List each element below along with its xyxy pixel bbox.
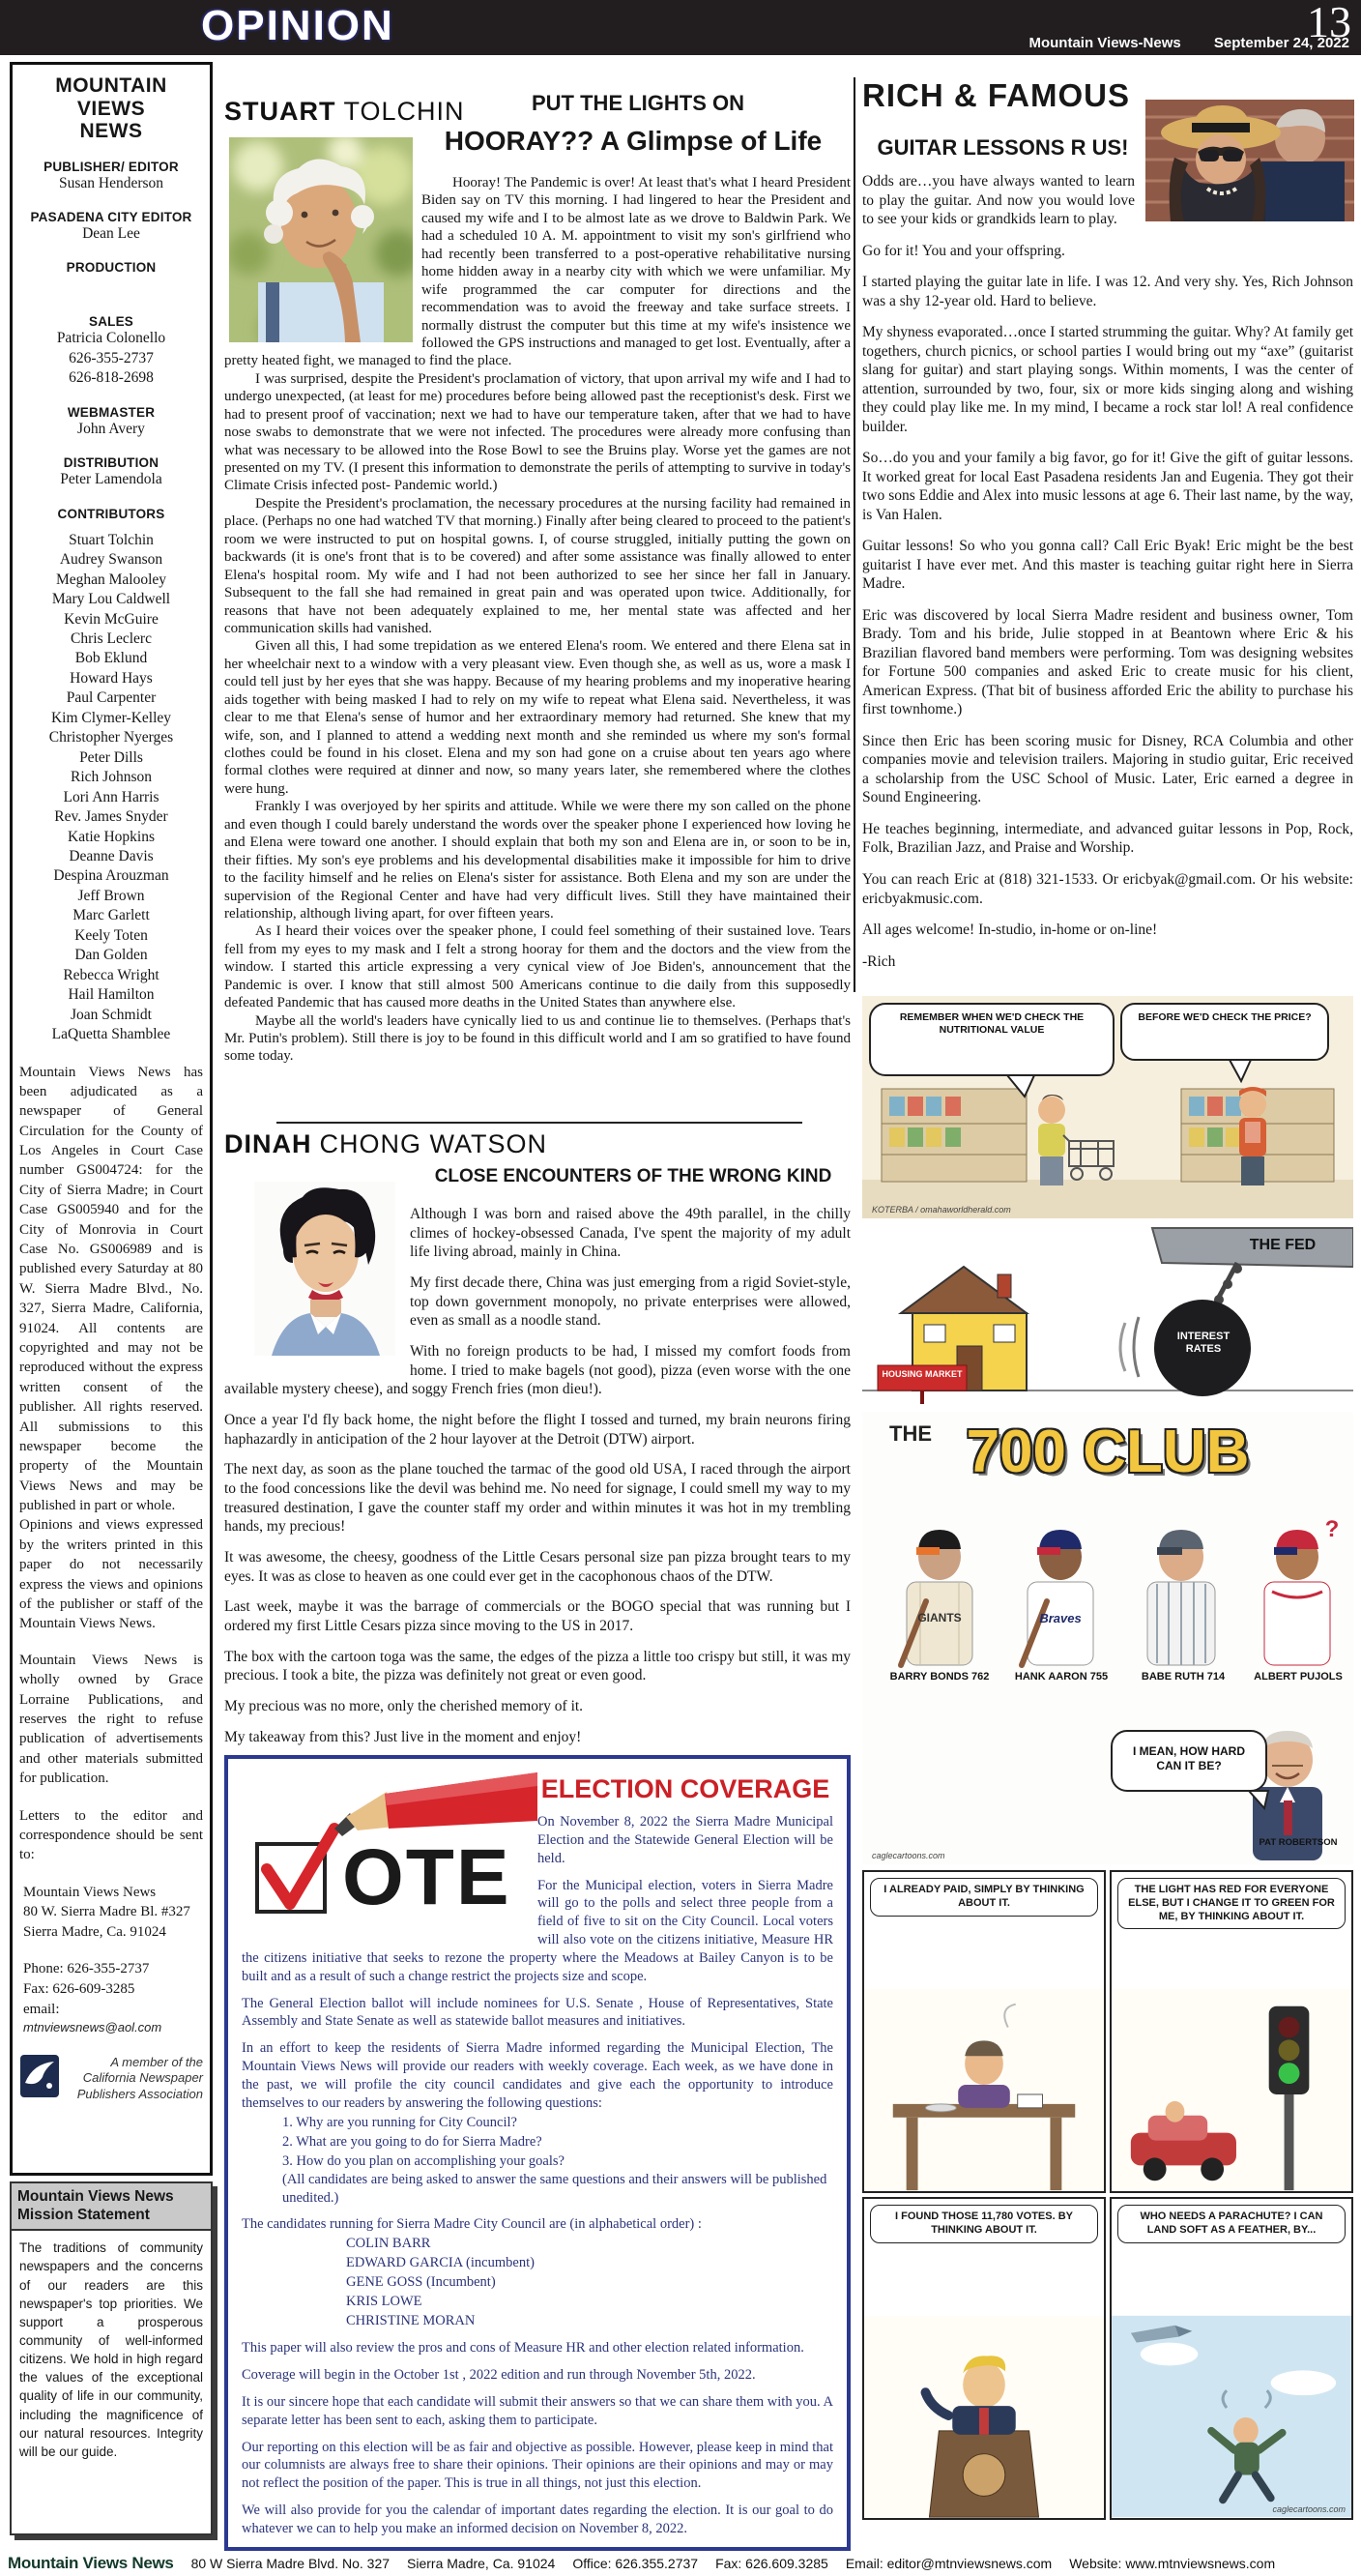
staff-name: Peter Lamendola <box>60 471 162 488</box>
housing-market-label: HOUSING MARKET <box>882 1369 963 1379</box>
player-label-aaron: HANK AARON 755 <box>1014 1671 1109 1683</box>
rich-famous-title: RICH & FAMOUS <box>862 77 1130 113</box>
photo-text-wrap-spacer <box>1135 172 1353 226</box>
address-line: Sierra Madre, Ca. 91024 <box>23 1923 166 1940</box>
club-credit: caglecartoons.com <box>872 1851 945 1860</box>
role-label: WEBMASTER <box>67 404 156 420</box>
email-address: mtnviewsnews@aol.com <box>23 2019 162 2034</box>
the-fed-label: THE FED <box>1249 1237 1317 1253</box>
contributor-name: Rev. James Snyder <box>54 808 168 826</box>
sidebar-section-city-editor <box>19 210 203 244</box>
election-title: ELECTION COVERAGE <box>540 1774 830 1803</box>
mission-statement-header <box>12 2183 211 2231</box>
role-label: CONTRIBUTORS <box>57 506 165 521</box>
article-paragraph: My precious was no more, only the cherished memory of it. <box>224 1698 584 1715</box>
candidate-name: EDWARD GARCIA (incumbent) <box>346 2255 535 2271</box>
panel-already-paid <box>862 1870 1106 2193</box>
article-paragraph: -Rich <box>862 952 896 970</box>
contributor-name: Stuart Tolchin <box>69 531 154 548</box>
panel-caption: THE LIGHT HAS RED FOR EVERYONE ELSE, BUT I CHANGE IT TO GREEN FOR ME, BY THINKING ABOUT IT. <box>1117 1878 1346 1929</box>
election-paragraph: In an effort to keep the residents of Sierra Madre informed regarding the Municipal Election, The Mountain Views News will provide our readers with weekly coverage. Each week, as we have done in the past, we will profile the city council candidates and give each the opportunity to introduce themselves to our readers by answering the following questions: <box>242 2040 833 2111</box>
cnpa-membership-text: A member of the California Newspaper Publishers Association <box>76 2055 203 2101</box>
staff-name: John Avery <box>77 420 145 437</box>
contributor-name: Jeff Brown <box>77 887 145 904</box>
watson-headline: CLOSE ENCOUNTERS OF THE WRONG KIND <box>434 1166 832 1186</box>
candidate-name: COLIN BARR <box>346 2236 431 2252</box>
sidebar-section-webmaster <box>19 405 203 439</box>
election-paragraph: It is our sincere hope that each candidate will submit their answers so that we can share them with you. A separate letter has been sent to each, asking them to participate. <box>242 2393 833 2428</box>
tolchin-kicker: PUT THE LIGHTS ON <box>532 91 744 115</box>
contributor-name: Chris Leclerc <box>71 629 152 647</box>
panel-caption: WHO NEEDS A PARACHUTE? I CAN LAND SOFT AS A FEATHER, BY... <box>1117 2205 1346 2243</box>
election-coverage-box <box>224 1755 851 2551</box>
contributor-name: Audrey Swanson <box>59 551 163 569</box>
candidate-question: 2. What are you going to do for Sierra Madre? <box>282 2133 542 2150</box>
article-paragraph: So…do you and your family a big favor, go for it! Give the gift of guitar lessons. It worked great for local East Pasadena residents Jan and Eugenia. They got their two sons Eddie and Alex into music lessons at age 6. Their last name, by the way, is Van Halen. <box>862 450 1353 523</box>
article-paragraph: Given all this, I had some trepidation as we entered Elena's room. We entered and there Elena sat in her wheelchair next to a window with a very pleasant view. Even though she, as well as us, wore a mask I could tell just by her eyes that she was happy. Because of my hearing problems and my inoperative hearing aids together with being masked I had to rely on my wife to repeat what Elena said. Nevertheless, it was clear to me that Elena's sense of humor and her extraordinary memory had returned. She knew that my wife, son, and I planned to attend a wedding next month and she reminded us where my son's formal clothes could be found in his closet. Elena and my son had gone on a cruise about ten years ago where formal clothes were required at dinner and now, so many years later, she remembered where the clothes were hung. <box>224 638 851 797</box>
grocery-credit: KOTERBA / omahaworldherald.com <box>872 1205 1011 1215</box>
article-paragraph: Frankly I was overjoyed by her spirits and attitude. While we were there my son called on the phone and even though I could barely understand the words over the speaker phone I experienced how loving he and Elena were toward one another. I should explain that both my son and Elena are in, or soon to be in, their fifties. My son's eye problems and his developmental disabilities make it impossible for him to drive to the facility himself and he relies on Elena's sister for assistance. Both Elena and my son are under the supervision of the Regional Center and have had very difficult lives. Still they have maintained their relationship, although living apart, for over fifteen years. <box>224 799 851 922</box>
contributor-name: Mary Lou Caldwell <box>51 591 171 608</box>
thinking-cartoon-panels <box>862 1870 1353 2520</box>
mission-title-line2: Mission Statement <box>17 2206 150 2223</box>
article-paragraph: Last week, maybe it was the barrage of commercials or the BOGO special that was running but I ordered my first Little Cesars pizza since moving to the US in 2017. <box>224 1598 851 1635</box>
staff-name: 626-355-2737 <box>69 349 154 366</box>
club-title: 700 CLUB <box>966 1419 1250 1485</box>
article-paragraph: Odds are…you have always wanted to learn to play the guitar. And now you would love to see your kids or grandkids learn to play. <box>862 173 1135 228</box>
section-title: OPINION <box>201 2 394 49</box>
contributor-name: Despina Arouzman <box>53 867 169 885</box>
page-number: 13 <box>1307 0 1351 46</box>
footer-items <box>191 2556 1276 2571</box>
article-paragraph: Hooray! The Pandemic is over! At least that's what I heard President Biden say on TV this morning. I had lingered to hear the President and caused my wife and I to be almost late as we drove to Baldwin Park. We had a scheduled 10 A. M. appointment to visit my son's girlfriend who had recently been transferred to a post-operative rehabilitative nursing home hidden away in a nearby city with which we were unfamiliar. My wife programmed the car computer for directions and the recommendation was to avoid the freeway and take surface streets. I normally distrust the computer but this time at my wife's insistence we followed the GPS instructions and managed to get lost. Eventually, after a pretty heated fight, we managed to find the place. <box>224 175 851 369</box>
address-line: 80 W. Sierra Madre Bl. #327 <box>23 1904 190 1920</box>
grocery-cartoon <box>862 996 1353 1218</box>
candidates-intro: The candidates running for Sierra Madre City Council are (in alphabetical order) : <box>242 2216 702 2233</box>
page-footer <box>0 2551 1361 2576</box>
player-label-pujols: ALBERT PUJOLS <box>1254 1671 1343 1683</box>
article-paragraph: With no foreign products to be had, I missed my comfort foods from home. I tried to make bagels (not good), pizza (even worse with the one available mystery cheese), and soggy French fries (mon dieu!). <box>224 1343 851 1398</box>
role-label: DISTRIBUTION <box>63 455 159 471</box>
contributor-name: Marc Garlett <box>72 907 150 924</box>
contributor-name: Howard Hays <box>70 669 153 687</box>
article-paragraph: My shyness evaporated…once I started strumming the guitar. Why? At family get togethers, church picnics, or school parties I would bring out my “axe” (guitarist slang for guitar) and start playing songs. Within moments, I was the center of attention, surrounded by two, four, six or more kids singing along and wishing they could play like me. In my mind, I became a rock star lol! A real confidence builder. <box>862 324 1353 435</box>
tolchin-headline: HOORAY?? A Glimpse of Life <box>444 126 823 156</box>
masthead-sidebar <box>10 62 213 2176</box>
candidate-questions <box>242 2113 833 2171</box>
contact-block <box>19 1959 203 2034</box>
article-paragraph: Eric was discovered by local Sierra Madre resident and business owner, Tom Brady. Tom and his bride, Julie stopped in at Beantown where Eric & his Brazilian flavored band members were performing. Tom was designing websites for Fortune 500 companies and asked Eric to create music for his client, American Express. (That bit of business afforded Eric the ability to purchase his first townhome.) <box>862 606 1353 718</box>
contributor-name: Paul Carpenter <box>66 689 157 707</box>
cnpa-membership <box>19 2054 203 2103</box>
legal-paragraph: Opinions and views expressed by the writers printed in this paper do not necessarily express the views and opinions of the publisher or staff of the Mountain Views News. <box>19 1517 203 1632</box>
contributor-name: Kevin McGuire <box>64 610 159 628</box>
column-rule <box>854 77 855 992</box>
paper-name: Mountain Views-News <box>1028 35 1181 51</box>
election-body <box>242 1995 833 2113</box>
contributor-name: Peter Dills <box>79 748 143 766</box>
sidebar-section-publisher <box>19 160 203 193</box>
candidate-name: CHRISTINE MORAN <box>346 2313 476 2329</box>
masthead-title <box>19 74 203 143</box>
role-label: SALES <box>88 314 133 330</box>
article-divider-rule <box>276 1122 802 1124</box>
article-paragraph: Once a year I'd fly back home, the night before the flight I tossed and turned, my brain neurons firing haphazardly in anticipation of the 2 hour layover at the Detroit (DTW) airport. <box>224 1412 851 1448</box>
byline-first-name: STUART <box>224 97 336 126</box>
contributor-name: LaQuetta Shamblee <box>51 1026 171 1043</box>
article-paragraph: I started playing the guitar late in life. I was 12. And very shy. Yes, Rich Johnson was a shy 12-year old. Hard to believe. <box>862 274 1353 309</box>
role-label: PRODUCTION <box>66 260 157 276</box>
header-bar <box>0 0 1361 55</box>
article-paragraph: I was surprised, despite the President's proclamation of victory, that upon arrival my wife and I had to undergo unexpected, (at least for me) procedures before being allowed past the receptionist's desk. First we had to present proof of vaccination; next we had to have our temperature taken, after that we had to have nose swabs to demonstrate that we were not infected. The procedures were already more confusing than what was necessary to be allowed into the Rose Bowl to see the Bruins play. Worse yet the games are not presented on my TV. (I present this information to demonstrate the perils of attempting to survive in today's Climate Crisis infected post- Pandemic world.) <box>224 370 851 494</box>
tolchin-article-body <box>224 174 851 1114</box>
cnpa-logo-icon <box>19 2054 60 2103</box>
pujols-question-mark: ? <box>1324 1516 1340 1542</box>
masthead-title-line: NEWS <box>79 120 143 143</box>
article-paragraph: Although I was born and raised above the 49th parallel, in the chilly climes of hockey-obsessed Canada, I've spent the majority of my adult life living abroad, mainly in China. <box>410 1206 851 1261</box>
issue-line <box>999 35 1349 51</box>
article-paragraph: Guitar lessons! So who you gonna call? Call Eric Byak! Eric might be the best guitarist I have ever met. And this master is teaching guitar right here in Sierra Madre. <box>862 538 1353 593</box>
masthead-title-line: MOUNTAIN <box>55 74 167 97</box>
letters-instructions: Letters to the editor and correspondence should be sent to: <box>19 1807 203 1863</box>
footer-item: Fax: 626.609.3285 <box>715 2556 828 2571</box>
contributor-name: Dan Golden <box>74 947 148 964</box>
election-paragraph: This paper will also review the pros and cons of Measure HR and other election related information. <box>242 2340 804 2356</box>
article-paragraph: The next day, as soon as the plane touched the tarmac of the good old USA, I raced through the airport to the food concessions like the devil was behind me. No need for signage, I could smell my way to my treasured destination, I gave the counter staff my order and within minutes it was hot in my trembling hands, my precious! <box>224 1461 851 1536</box>
club-title-the: THE <box>889 1421 932 1446</box>
staff-name: Dean Lee <box>82 225 140 242</box>
article-paragraph: He teaches beginning, intermediate, and advanced guitar lessons in Pop, Rock, Folk, Brazilian Jazz, and Praise and Worship. <box>862 820 1353 857</box>
candidates-list <box>242 2234 833 2330</box>
sidebar-section-sales <box>19 314 203 388</box>
article-paragraph: My takeaway from this? Just live in the moment and enjoy! <box>224 1728 582 1745</box>
election-note: (All candidates are being asked to answer the same questions and their answers will be published unedited.) <box>282 2171 827 2206</box>
panel-caption: I FOUND THOSE 11,780 VOTES. BY THINKING ABOUT IT. <box>870 2205 1098 2243</box>
legal-paragraph: Mountain Views News is wholly owned by Grace Lorraine Publications, and reserves the right to refuse publication of advertisements and other materials submitted for publication. <box>19 1652 203 1787</box>
article-paragraph: The box with the cartoon toga was the same, the edges of the pizza a little too crispy but still, it was my precious. I took a bite, the pizza was definitely not great or even good. <box>224 1648 851 1684</box>
footer-item: Email: editor@mtnviewsnews.com <box>845 2556 1053 2571</box>
election-paragraph: For the Municipal election, voters in Sierra Madre will go to the polls and select three people from a field of five to sit on the City Council. Local voters will also vote on the citizens initiative, Measure HR the citizens initiative that seeks to rezone the property where the Meadows at Bailey Canyon is to be built and as a result of such a change restrict the projects size and scope. <box>242 1877 833 1984</box>
rich-article-body <box>862 172 1353 992</box>
article-paragraph: Since then Eric has been scoring music for Disney, RCA Columbia and other companies movie and television trailers. Majoring in studio guitar, Eric received a scholarship from the USC School of Music. Later, Eric earned a degree in Sound Engineering. <box>862 732 1353 806</box>
panel-caption: I ALREADY PAID, SIMPLY BY THINKING ABOUT IT. <box>870 1878 1098 1917</box>
issue-date: September 24, 2022 <box>1213 35 1349 51</box>
election-paragraph: Coverage will begin in the October 1st , 2022 edition and run through November 5th, 2022. <box>242 2367 756 2384</box>
player-label-ruth: BABE RUTH 714 <box>1141 1671 1226 1683</box>
footer-item: 80 W Sierra Madre Blvd. No. 327 <box>190 2556 391 2571</box>
photo-text-wrap-spacer <box>224 174 421 344</box>
candidate-name: GENE GOSS (Incumbent) <box>346 2274 496 2291</box>
panels-credit: caglecartoons.com <box>1272 2504 1346 2514</box>
election-paragraph: The General Election ballot will include nominees for U.S. Senate , House of Representatives, State Assembly and State Senate as well as statewide ballot measures and initiatives. <box>242 1995 833 2030</box>
masthead-title-line: VIEWS <box>76 97 146 120</box>
article-paragraph: It was awesome, the cheesy, goodness of the Little Cesars personal size pan pizza brought tears to my eyes. It was as close to heaven as one could ever get in the cacophonous chaos of the DTW. <box>224 1549 851 1585</box>
panel-found-votes <box>862 2197 1106 2520</box>
contributor-name: Christopher Nyerges <box>48 729 174 746</box>
article-paragraph: Despite the President's proclamation, the necessary procedures at the nursing facility had remained in place. (Perhaps no one had watched TV that morning.) Finally after being cleared to proceed to the patient's room we were instructed to put on hospital gowns. I, of course struggled, initially putting the gown on backwards (it is one's front that is to be covered) and after some assistance was finally allowed to enter Elena's hospital room. My wife and I had not been authorized to see her since her fall in January. Subsequent to the fall she had remained in great pain and was operated upon twice. Additionally, for reasons that have not been adequately explained to me, her mental state was affected and her communication skills had vanished. <box>224 495 851 636</box>
byline-dinah-watson <box>224 1129 547 1159</box>
staff-name: 626-818-2698 <box>69 369 154 387</box>
club-speech: I MEAN, HOW HARD CAN IT BE? <box>1133 1744 1245 1772</box>
staff-name: Susan Henderson <box>58 174 164 191</box>
byline-last-name: CHONG WATSON <box>319 1129 547 1158</box>
election-paragraph: We will also provide for you the calendar of important dates regarding the election. It is our goal to do whatever we can to help you make an informed decision on November 8, 2022. <box>242 2503 833 2536</box>
contributor-name: Kim Clymer-Kelley <box>50 709 172 726</box>
contributor-name: Keely Toten <box>74 926 148 944</box>
mission-title-line1: Mountain Views News <box>17 2188 174 2205</box>
candidate-name: KRIS LOWE <box>346 2294 422 2310</box>
mailing-address <box>19 1883 203 1942</box>
election-paragraph: On November 8, 2022 the Sierra Madre Municipal Election and the Statewide General Election will be held. <box>537 1814 833 1866</box>
byline-first-name: DINAH <box>224 1129 312 1158</box>
grocery-caption-1: REMEMBER WHEN WE'D CHECK THE NUTRITIONAL VALUE <box>899 1011 1085 1037</box>
role-label: PASADENA CITY EDITOR <box>30 210 192 224</box>
article-paragraph: Maybe all the world's leaders have cynically lied to us and continue lie to themselves. (Perhaps that's Mr. Putin's problem). Still there is joy to be found in this difficult world and I am so gratified to have found some today. <box>224 1012 851 1065</box>
candidate-question: 3. How do you plan on accomplishing your goals? <box>282 2152 565 2169</box>
sidebar-section-production <box>19 260 203 298</box>
contributor-name: Bob Eklund <box>74 650 148 667</box>
grocery-caption-2: BEFORE WE'D CHECK THE PRICE? <box>1138 1011 1312 1023</box>
pat-robertson-label: PAT ROBERTSON <box>1259 1837 1338 1848</box>
legal-paragraph: Mountain Views News has been adjudicated as a newspaper of General Circulation for the County of Los Angeles in Court Case number GS004724: for the City of Sierra Madre; in Court Case GS005940 and for the City of Monrovia in Court Case No. GS006989 and is published every Saturday at 80 W. Sierra Madre Blvd., No. 327, Sierra Madre, California, 91024. All contents are copyrighted and may not be reproduced without the express written consent of the publisher. All rights reserved. All submissions to this newspaper become the property of the Mountain Views News and may be published in part or whole. <box>19 1064 203 1514</box>
footer-item: Sierra Madre, Ca. 91024 <box>407 2556 556 2571</box>
contact-line: Fax: 626-609-3285 <box>23 1980 135 1997</box>
photo-text-wrap-spacer <box>224 1205 410 1361</box>
address-line: Mountain Views News <box>23 1884 157 1900</box>
role-label: PUBLISHER/ EDITOR <box>43 159 179 174</box>
contributor-name: Lori Ann Harris <box>63 788 159 805</box>
article-paragraph: You can reach Eric at (818) 321-1533. Or ericbyak@gmail.com. Or his website: ericbyakmusic.com. <box>862 870 1353 907</box>
legal-notices <box>19 1063 203 1789</box>
contributor-name: Rebecca Wright <box>63 966 159 983</box>
vote-graphic <box>242 1769 537 1933</box>
contributor-name: Hail Hamilton <box>68 986 155 1004</box>
contributor-name: Deanne Davis <box>69 847 154 864</box>
mission-statement-box <box>10 2181 213 2535</box>
contact-line: Phone: 626-355-2737 <box>23 1960 150 1976</box>
watson-article-body <box>224 1205 851 1746</box>
byline-last-name: TOLCHIN <box>343 97 465 126</box>
mission-statement-text: The traditions of community newspapers and the concerns of our readers are this newspaper's top priorities. We support a prosperous community of well-informed citizens. We hold in high regard the values of the exceptional quality of life in our community, including the magnificence of our natural resources. Integrity will be our guide. <box>19 2240 203 2459</box>
election-paragraph: Our reporting on this election will be as fair and objective as possible. However, please keep in mind that our columnists are always free to share their opinions. Their opinions are their opinions and may or may not reflect the position of the paper. This is true in all things, not just this election. <box>242 2439 833 2492</box>
panel-traffic-light <box>1110 1870 1353 2193</box>
article-paragraph: As I heard their voices over the speaker phone, I could feel something of their sustained love. Tears fell from my eyes to my mask and I felt a strong hooray for them and the doctors and the view from the window. I started this article expressing a very cynical view of Joe Biden's, announcement that the Pandemic is over. I know that still almost 500 Americans continue to die daily from this supposedly defeated Pandemic that has caused more deaths in the United States than anywhere else. <box>224 923 851 1011</box>
staff-name: Patricia Colonello <box>56 330 166 347</box>
interest-rates-label: INTEREST RATES <box>1176 1331 1231 1356</box>
contributor-name: Joan Schmidt <box>71 1006 152 1023</box>
sidebar-section-contributors <box>19 507 203 1045</box>
panel-parachute <box>1110 2197 1353 2520</box>
700-club-cartoon <box>862 1412 1353 1864</box>
contributor-name: Katie Hopkins <box>68 828 155 845</box>
fed-wrecking-ball-cartoon <box>862 1224 1353 1406</box>
election-closing <box>242 2339 833 2538</box>
player-label-bonds: BARRY BONDS 762 <box>889 1671 990 1683</box>
contributor-name: Meghan Malooley <box>55 571 167 588</box>
contributor-name: Rich Johnson <box>71 769 152 786</box>
braves-jersey-text: Braves <box>1039 1611 1082 1625</box>
vote-letters: OTE <box>342 1833 511 1921</box>
article-paragraph: My first decade there, China was just emerging from a rigid Soviet-style, top down government monopoly, no private enterprises were allowed, even as small as a noodle stand. <box>410 1274 851 1330</box>
sidebar-section-distribution <box>19 455 203 489</box>
article-paragraph: Go for it! You and your offspring. <box>862 242 1065 259</box>
footer-paper-name: Mountain Views News <box>8 2554 174 2572</box>
footer-item: Website: www.mtnviewsnews.com <box>1069 2556 1276 2571</box>
rich-headline: GUITAR LESSONS R US! <box>877 135 1129 160</box>
article-paragraph: All ages welcome! In-studio, in-home or on-line! <box>862 922 1158 939</box>
giants-jersey-text: GIANTS <box>917 1611 962 1625</box>
contact-line: email: <box>23 2001 60 2017</box>
footer-item: Office: 626.355.2737 <box>572 2556 699 2571</box>
candidate-question: 1. Why are you running for City Council? <box>282 2114 517 2130</box>
